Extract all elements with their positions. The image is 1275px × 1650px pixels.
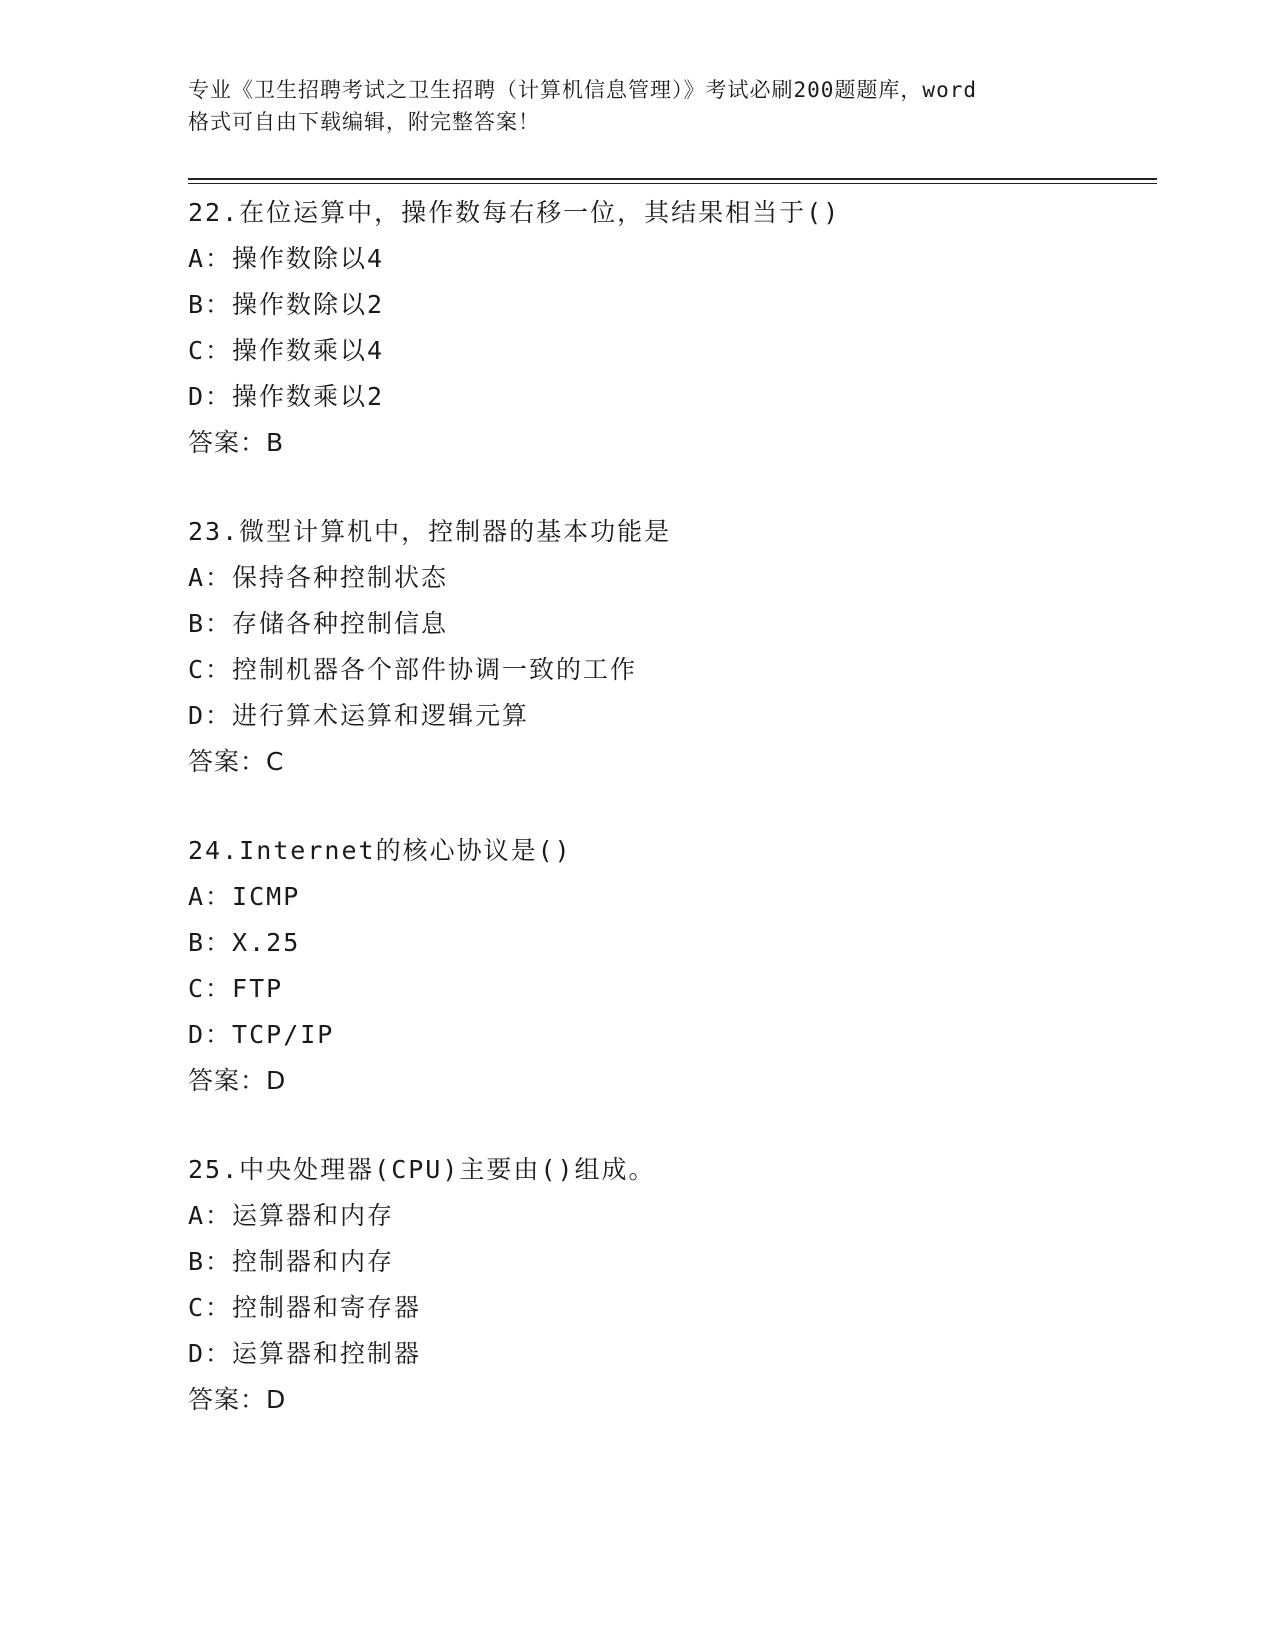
option-a: A：操作数除以4: [188, 244, 385, 273]
answer-line: 答案：D: [188, 1385, 287, 1414]
option-c: C：FTP: [188, 974, 284, 1003]
answer-line: 答案：C: [188, 747, 285, 776]
option-b: B：控制器和内存: [188, 1247, 395, 1276]
question-stem: 24.Internet的核心协议是(): [188, 836, 572, 865]
question-stem: 25.中央处理器(CPU)主要由()组成。: [188, 1155, 656, 1184]
question-list: [188, 190, 1157, 1466]
option-b: B：X.25: [188, 928, 301, 957]
option-a: A：运算器和内存: [188, 1201, 395, 1230]
header-divider-thick: [188, 178, 1157, 180]
option-d: D：进行算术运算和逻辑元算: [188, 701, 530, 730]
header-divider-thin: [188, 183, 1157, 184]
question-23: [188, 509, 1157, 785]
question-25: [188, 1147, 1157, 1423]
answer-line: 答案：D: [188, 1066, 287, 1095]
option-a: A：保持各种控制状态: [188, 563, 449, 592]
question-24: [188, 828, 1157, 1104]
answer-line: 答案：B: [188, 428, 285, 457]
question-stem: 23.微型计算机中，控制器的基本功能是: [188, 517, 672, 546]
option-c: C：操作数乘以4: [188, 336, 385, 365]
option-d: D：运算器和控制器: [188, 1339, 422, 1368]
header-line-1: 专业《卫生招聘考试之卫生招聘（计算机信息管理）》考试必刷200题题库，word: [188, 78, 977, 102]
option-d: D：TCP/IP: [188, 1020, 335, 1049]
option-a: A：ICMP: [188, 882, 301, 911]
option-b: B：存储各种控制信息: [188, 609, 449, 638]
option-c: C：控制机器各个部件协调一致的工作: [188, 655, 638, 684]
document-header: [188, 74, 1088, 138]
question-stem: 22.在位运算中，操作数每右移一位，其结果相当于(): [188, 198, 841, 227]
question-22: [188, 190, 1157, 466]
option-d: D：操作数乘以2: [188, 382, 385, 411]
option-b: B：操作数除以2: [188, 290, 385, 319]
header-line-2: 格式可自由下载编辑，附完整答案！: [188, 110, 540, 134]
option-c: C：控制器和寄存器: [188, 1293, 422, 1322]
